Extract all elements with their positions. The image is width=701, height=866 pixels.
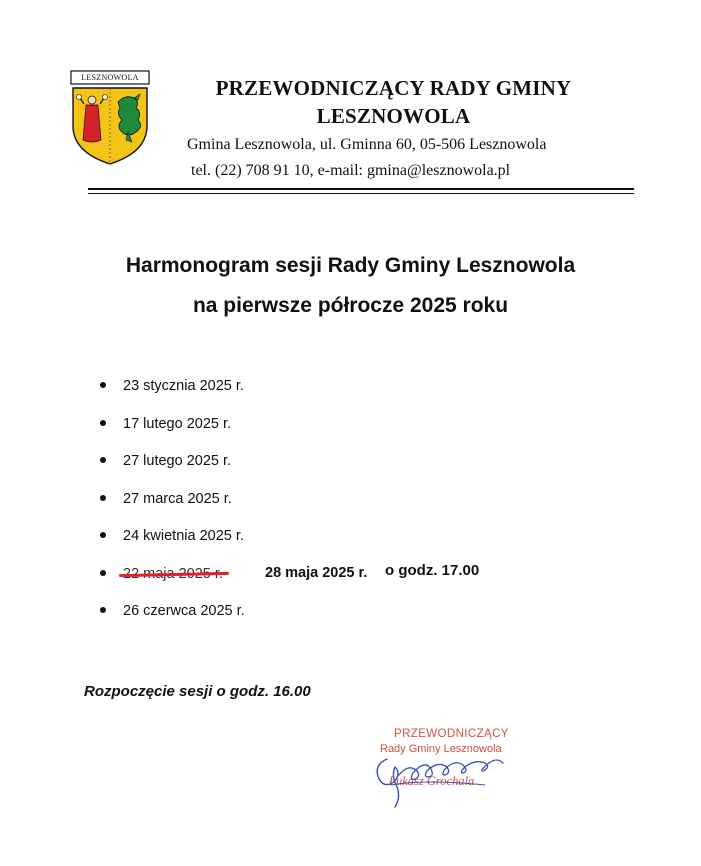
session-date: 17 lutego 2025 r.	[123, 415, 232, 432]
crest-label: LESZNOWOLA	[81, 73, 139, 82]
contact-line: tel. (22) 708 91 10, e-mail: gmina@lesznowola.pl	[191, 162, 511, 179]
organization-title-line1: PRZEWODNICZĄCY RADY GMINY	[215, 76, 572, 100]
stamp-title: PRZEWODNICZĄCY	[394, 728, 509, 740]
bullet-icon	[100, 607, 106, 613]
bullet-icon	[100, 495, 106, 501]
header-divider-thin	[88, 193, 634, 194]
organization-title-line2: LESZNOWOLA	[316, 104, 471, 128]
handwritten-signature	[365, 745, 515, 810]
document-title-line2: na pierwsze półrocze 2025 roku	[192, 294, 509, 317]
bullet-icon	[100, 420, 106, 426]
session-date: 23 stycznia 2025 r.	[123, 378, 244, 394]
bullet-icon	[100, 457, 106, 463]
document-title	[0, 246, 701, 326]
stamp-subtitle: Rady Gminy Lesznowola	[380, 743, 502, 755]
session-date: 27 lutego 2025 r.	[123, 453, 232, 469]
bullet-icon	[100, 532, 106, 538]
new-session-time: o godz. 17.00	[385, 561, 480, 579]
session-start-note: Rozpoczęcie sesji o godz. 16.00	[84, 683, 311, 700]
header-divider	[88, 188, 634, 190]
struck-session-date	[123, 562, 223, 586]
organization-title	[0, 74, 701, 130]
session-date: 27 marca 2025 r.	[123, 490, 232, 507]
session-date: 24 kwietnia 2025 r.	[123, 528, 244, 544]
address-line: Gmina Lesznowola, ul. Gminna 60, 05-506 Lesznowola	[187, 136, 547, 153]
document-title-line1: Harmonogram sesji Rady Gminy Lesznowola	[125, 254, 576, 277]
bullet-icon	[100, 570, 106, 576]
stamp-name: Łukasz Grochala	[389, 774, 475, 788]
bullet-icon	[100, 382, 106, 388]
session-date: 26 czerwca 2025 r.	[123, 603, 245, 619]
new-session-date: 28 maja 2025 r.	[265, 564, 368, 581]
